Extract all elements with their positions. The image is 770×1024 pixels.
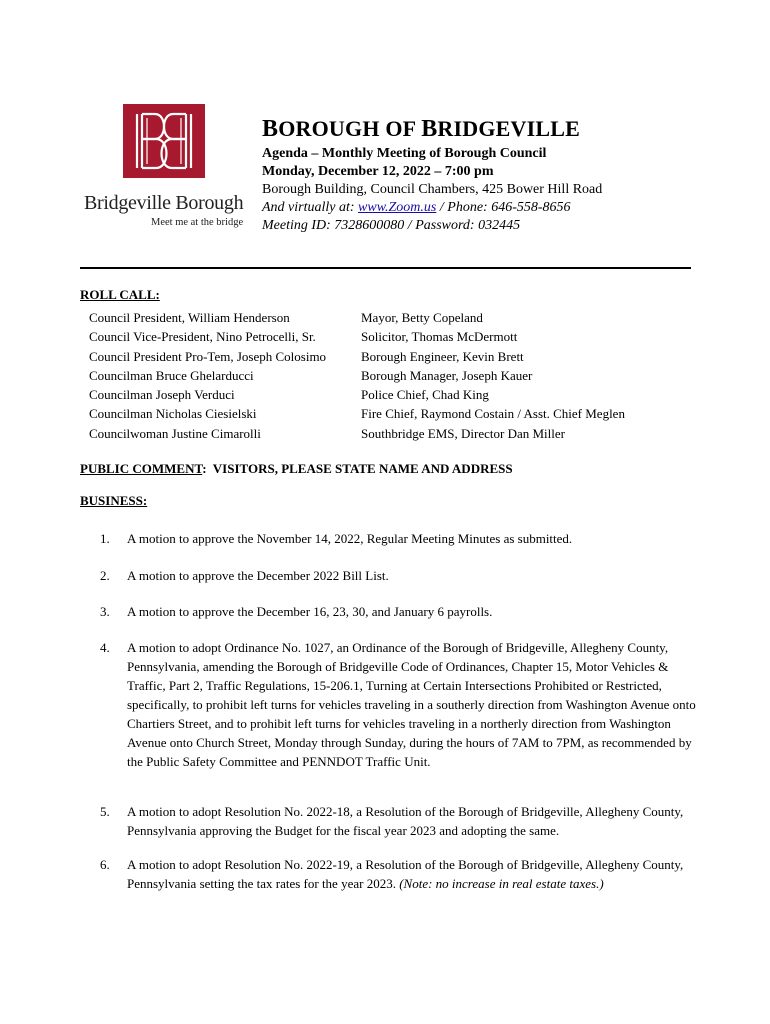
list-item: Police Chief, Chad King (361, 387, 489, 403)
roll-call-council-list (89, 308, 326, 443)
list-item: Councilwoman Justine Cimarolli (89, 425, 261, 441)
list-item: Borough Engineer, Kevin Brett (361, 348, 524, 364)
meeting-datetime: Monday, December 12, 2022 – 7:00 pm (262, 164, 494, 179)
list-item: Council President Pro-Tem, Joseph Colosimo (89, 348, 327, 364)
roll-call-officials-list (361, 308, 625, 443)
list-item: Councilman Bruce Ghelarducci (89, 367, 254, 383)
public-comment-line: PUBLIC COMMENT: VISITORS, PLEASE STATE NAME AND ADDRESS (80, 461, 513, 476)
list-item: Council President, William Henderson (89, 310, 290, 325)
roll-call-heading: ROLL CALL: (80, 287, 160, 302)
header-divider (80, 267, 691, 269)
list-item: Mayor, Betty Copeland (361, 310, 483, 325)
meeting-location: Borough Building, Council Chambers, 425 Bower Hill Road (262, 182, 603, 197)
list-item: Council Vice-President, Nino Petrocelli, Sr. (89, 329, 316, 345)
logo-name: Bridgeville Borough (84, 192, 244, 214)
borough-logo (84, 104, 248, 232)
meeting-id: Meeting ID: 7328600080 / Password: 032445 (262, 218, 521, 233)
logo-tagline: Meet me at the bridge (151, 217, 244, 228)
agenda-header (262, 116, 722, 235)
agenda-subtitle: Agenda – Monthly Meeting of Borough Council (262, 146, 547, 161)
list-item: Solicitor, Thomas McDermott (361, 329, 518, 345)
tax-note: (Note: no increase in real estate taxes.) (399, 876, 604, 891)
list-item: Fire Chief, Raymond Costain / Asst. Chief Meglen (361, 406, 625, 422)
virtual-info: And virtually at: www.Zoom.us / Phone: 646-558-8656 (262, 200, 571, 215)
business-heading: BUSINESS: (80, 493, 148, 508)
agenda-page: Bridgeville Borough Meet me at the bridge BOROUGH OF BRIDGEVILLE Agenda – Monthly Meeting of Borough Council Monday, December 12, 2022 – 7:00 pm Borough Building, Council Chambers, 425 Bower Hill Road And virtually at: www.Zoom.us / Phone: 646-558-8656 Meeting ID: 7328600080 / Password: 032445 ROLL CALL: Council President, William Henderson Council Vice-President, Nino Petrocelli, Sr. Council President Pro-Tem, Joseph Colosimo Councilman Bruce Ghelarducci Councilman Joseph Verduci Councilman Nicholas Ciesielski Councilwoman Justine Cimarolli Mayor, Betty Copeland Solicitor, Thomas McDermott Borough Engineer, Kevin Brett Borough Manager, Joseph Kauer Police Chief, Chad King Fire Chief, Raymond Costain / Asst. Chief Meglen Southbridge EMS, Director Dan Miller PUBLIC COMMENT: VISITORS, PLEASE STATE NAME AND ADDRESS BUSINESS: 1. A motion to approve the November 14, 2022, Regular Meeting Minutes as submitted. 2. A motion to approve the December 2022 Bill List. 3. A motion to approve the December 16, 23, 30, and January 6 payrolls. 4. A motion to adopt Ordinance No. 1027, an Ordinance of the Borough of Bridgeville, Allegheny County, Pennsylvania, amending the Borough of Bridgeville Code of Ordinances, Chapter 15, Motor Vehicles & Traffic, Part 2, Traffic Regulations, 15-206.1, Turning at Certain Intersections Prohibited or Restricted, specifically, to prohibit left turns for vehicles traveling in a southerly direction from Washington Avenue onto Chartiers Street, and to prohibit left turns for vehicles traveling in a northerly direction from Washington Avenue onto Church Street, Monday through Sunday, during the hours of 7AM to 7PM, as recommended by the Public Safety Committee and PENNDOT Traffic Unit. 5. A motion to adopt Resolution No. 2022-18, a Resolution of the Borough of Bridgeville, Allegheny County, Pennsylvania approving the Budget for the fiscal year 2023 and adopting the same. 6. A motion to adopt Resolution No. 2022-19, a Resolution of the Borough of Bridgeville, Allegheny County, Pennsylvania setting the tax rates for the year 2023. (Note: no increase in real estate taxes.) (0, 0, 770, 1024)
page-title: BOROUGH OF BRIDGEVILLE (262, 116, 580, 142)
list-item: Councilman Nicholas Ciesielski (89, 406, 257, 422)
zoom-link[interactable]: www.Zoom.us (358, 200, 437, 215)
bb-monogram-icon (123, 104, 205, 178)
list-item: Councilman Joseph Verduci (89, 387, 235, 403)
list-item: Borough Manager, Joseph Kauer (361, 367, 533, 383)
list-item: Southbridge EMS, Director Dan Miller (361, 425, 565, 441)
